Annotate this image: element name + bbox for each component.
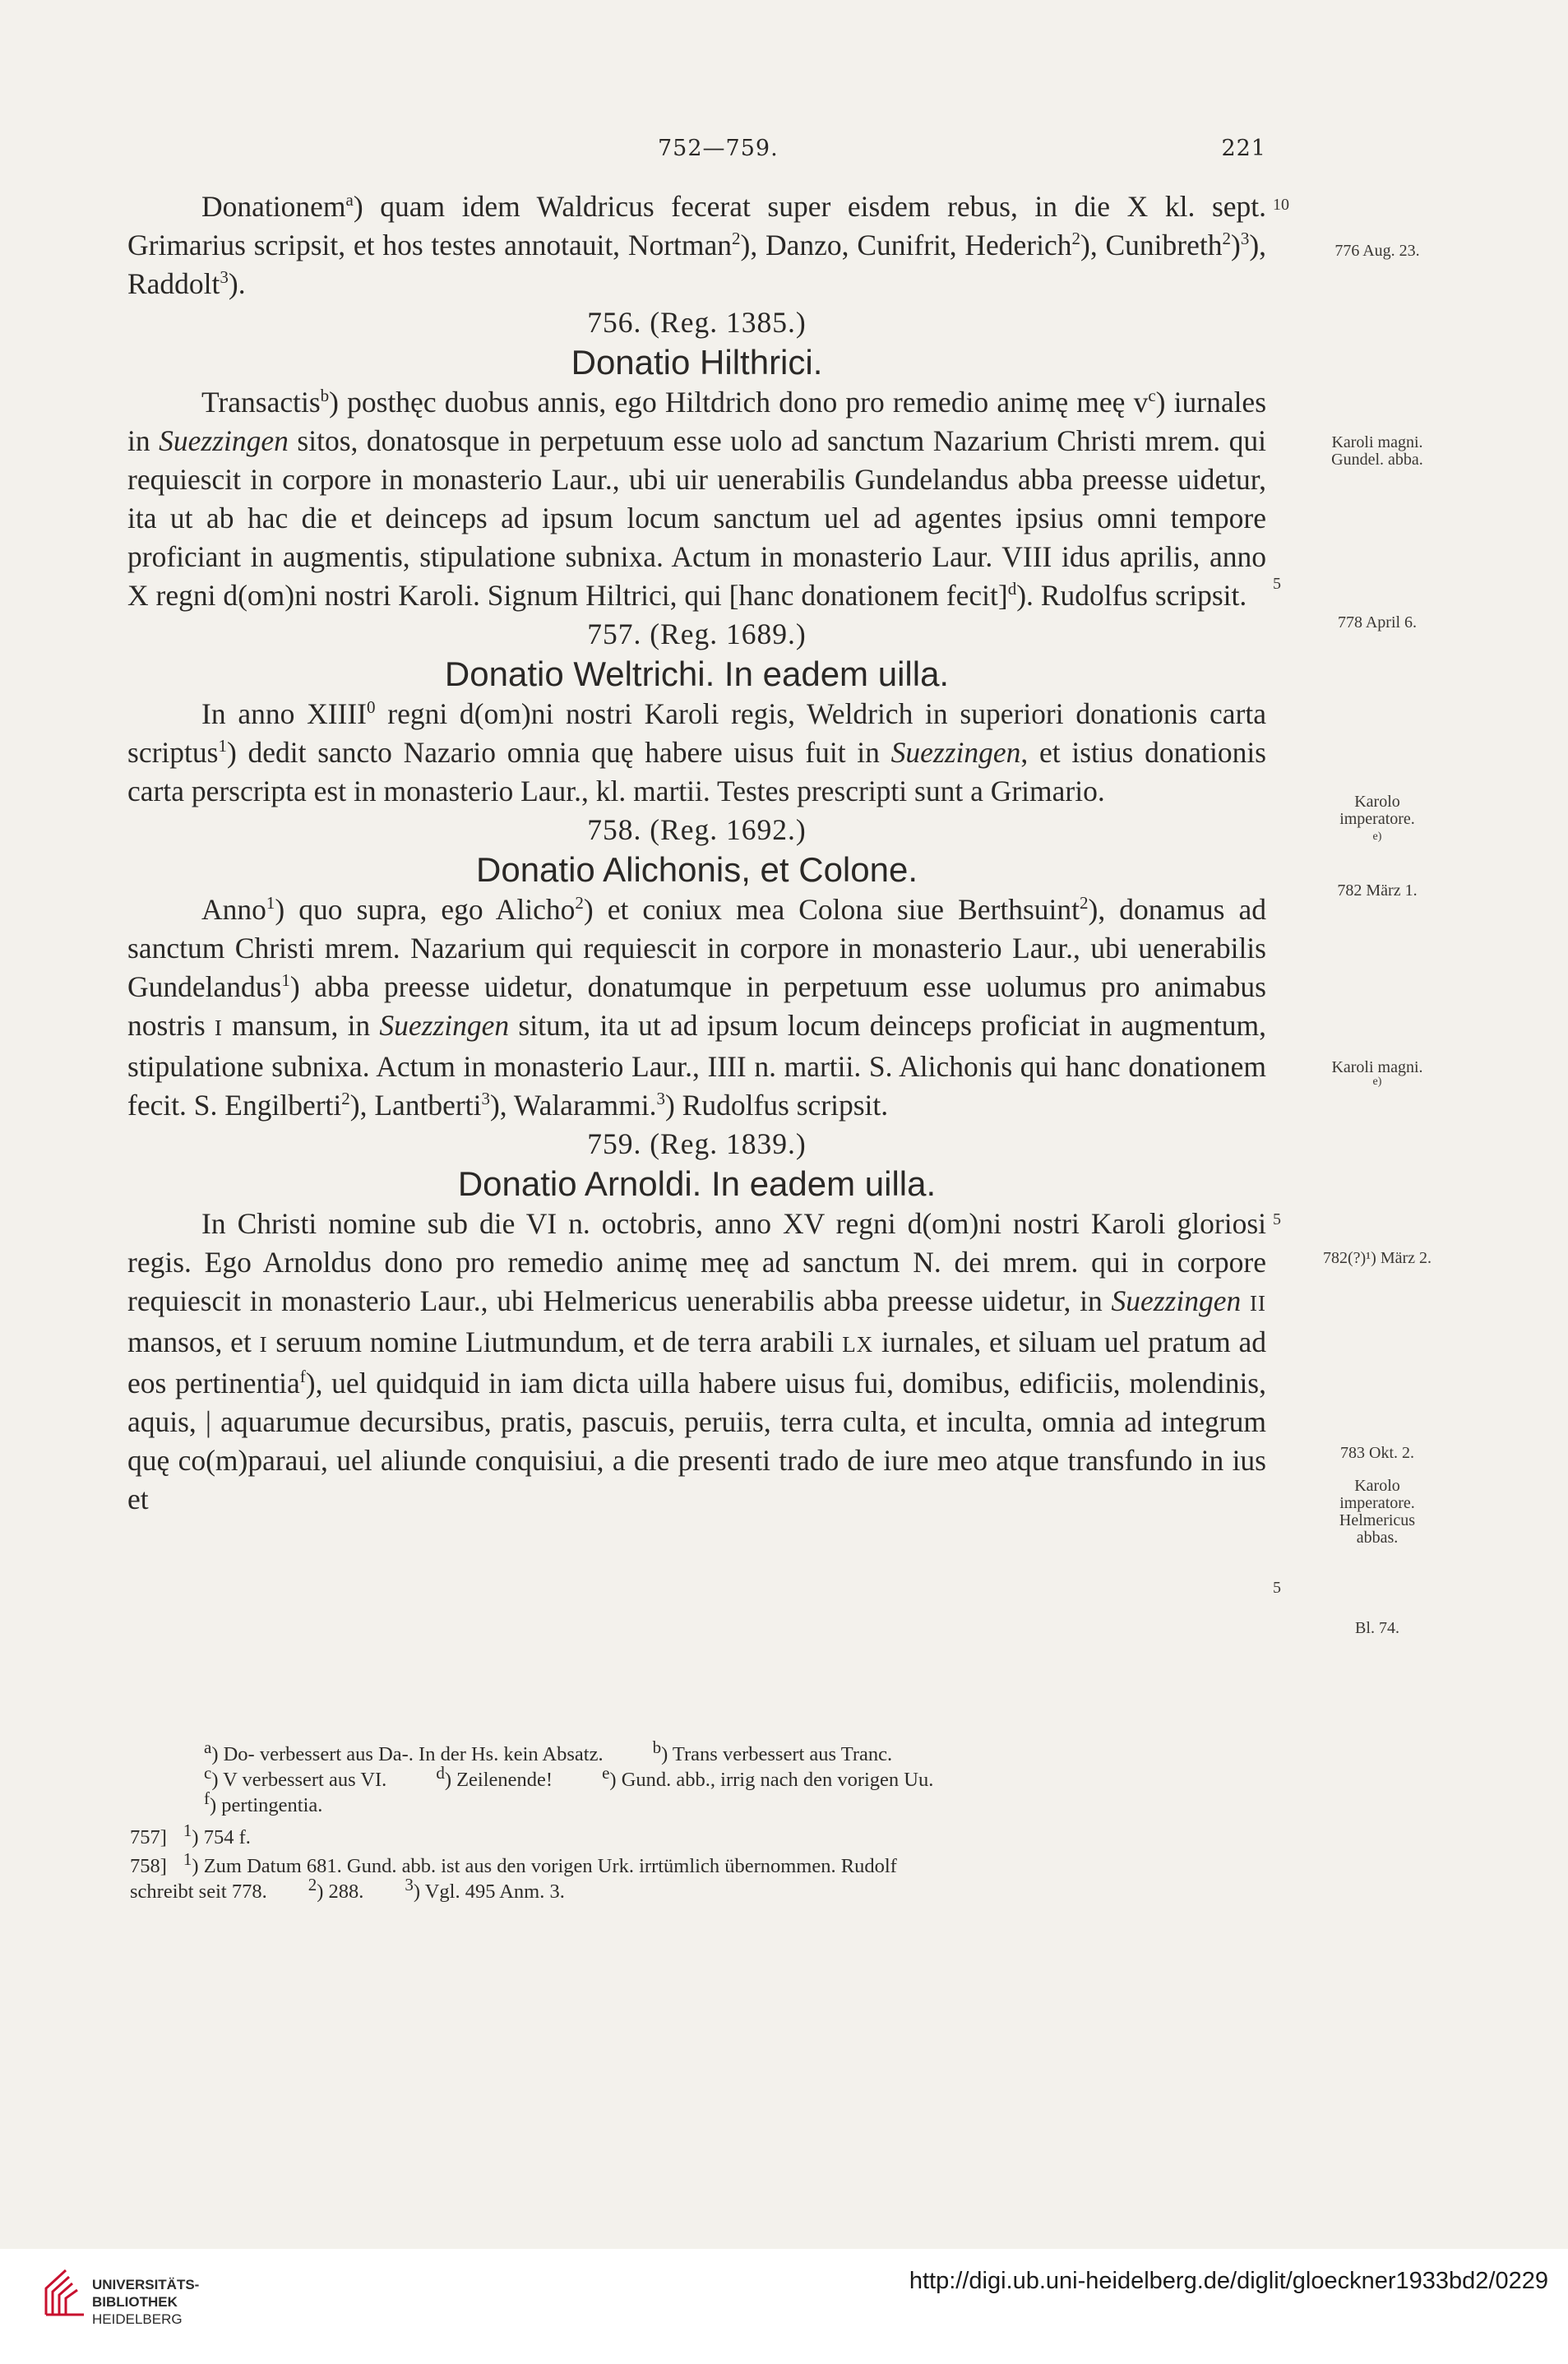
reg-759: 759. (Reg. 1839.) (587, 1127, 807, 1160)
footnote-row: $^f$) pertingentia. (204, 1788, 323, 1816)
margin-date: 778 April 6. (1337, 613, 1418, 631)
margin-note: Karolo imperatore. Helmericus abbas. (1339, 1477, 1416, 1547)
text-757: In anno XIIII$^0$ regni d(om)ni nostri Karoli regis, Weldrich in superiori donationis carta scriptus$^1$) dedit sancto Nazario omnia quę habere uisus fuit in Suezzingen, et istius donationis carta perscripta est in monasterio Laur., kl. martii. Testes prescripti sunt a Grimario. (127, 697, 1266, 807)
page-number: 221 (1221, 136, 1266, 161)
footnotes (130, 1737, 1269, 1904)
margin-note: Karoli magni. Gundel. abba. (1331, 433, 1423, 469)
permalink-url[interactable]: http://digi.ub.uni-heidelberg.de/diglit/gloeckner1933bd2/0229 (909, 2268, 1548, 2294)
margin-folio: Bl. 74. (1355, 1619, 1399, 1637)
title-757: Donatio Weltrichi. In eadem uilla. (444, 655, 950, 693)
margin-date: 782 März 1. (1337, 881, 1418, 900)
viewer-footer (0, 2249, 1568, 2364)
text-759: In Christi nomine sub die VI n. octobris, anno XV regni d(om)ni nostri Karoli gloriosi regis. Ego Arnoldus dono pro remedio animę meę ad sanctum N. dei mrem. qui in corpore requiescit in monasterio Laur., ubi Helmericus uenerabilis abba preesse uidetur, in Suezzingen II mansos, et I seruum nomine Liutmundum, et de terra arabili LX iurnales, et siluam uel pratum ad eos pertinentia$^f$), uel quidquid in iam dicta uilla habere uisus fui, domibus, edificiis, molendinis, aquis, | aquarumue decursibus, pratis, pascuis, peruiis, terra culta, et inculta, omnia ad integrum quę co(m)paraui, uel aliunde conquisiui, a die presenti trado de iure meo atque transfundo in ius et (127, 1207, 1267, 1515)
line-number: 5 (1273, 1579, 1281, 1597)
line-number: 10 (1273, 196, 1289, 214)
footnote-row: $^a$) Do- verbessert aus Da-. In der Hs. kein Absatz. $^b$) Trans verbessert aus Tranc. (204, 1737, 893, 1765)
page-range: 752—759. (658, 136, 779, 161)
title-759: Donatio Arnoldi. In eadem uilla. (457, 1164, 937, 1203)
intro-paragraph: Donationem$^a$) quam idem Waldricus fecerat super eisdem rebus, in die X kl. sept. Grimarius scripsit, et hos testes annotauit, Nortman$^2$), Danzo, Cunifrit, Hederich$^2$), Cunibreth$^2$)$^3$), Raddolt$^3$). (127, 190, 1267, 300)
title-758: Donatio Alichonis, et Colone. (476, 850, 918, 889)
margin-date: 782(?)¹) März 2. (1322, 1249, 1432, 1267)
reg-757: 757. (Reg. 1689.) (587, 618, 807, 650)
footnote-row: schreibt seit 778. $^2$) 288. $^3$) Vgl. 495 Anm. 3. (130, 1874, 565, 1903)
text-758: Anno$^1$) quo supra, ego Alicho$^2$) et coniux mea Colona siue Berthsuint$^2$), donamus ad sanctum Christi mrem. Nazarium qui requiescit in corpore in monasterio Laur., ubi uenerabilis Gundelandus$^1$) abba preesse uidetur, donatumque in perpetuum esse uolumus pro animabus nostris I mansum, in Suezzingen situm, ita ut ad ipsum locum deinceps proficiat in augmentum, stipulatione subnixa. Actum in monasterio Laur., IIII n. martii. S. Alichonis qui hanc donationem fecit. S. Engilberti$^2$), Lantberti$^3$), Walarammi.$^3$) Rudolfus scripsit. (127, 893, 1266, 1122)
library-logo-icon (41, 2265, 89, 2320)
margin-note: Karoli magni. e) (1331, 1058, 1423, 1088)
text-756: Transactis$^b$) posthęc duobus annis, ego Hiltdrich dono pro remedio animę meę $v^c$) iurnales in Suezzingen sitos, donatosque in perpetuum esse uolo ad sanctum Nazarium Christi mrem. qui requiescit in corpore in monasterio Laur., ubi uir uenerabilis Gundelandus abba preesse uidetur, ita ut ab hac die et deinceps ad ipsum locum sanctum uel ad agentes ipsius omni tempore proficiant in augmentis, stipulatione subnixa. Actum in monasterio Laur. VIII idus aprilis, anno X regni d(om)ni nostri Karoli. Signum Hiltrici, qui [hanc donationem fecit]$^d$). Rudolfus scripsit. (127, 386, 1267, 612)
footnote-row: 758] $^1$) Zum Datum 681. Gund. abb. ist aus den vorigen Urk. irrtümlich übernommen. Rudolf (130, 1848, 897, 1877)
library-logo-text: UNIVERSITÄTS- BIBLIOTHEK HEIDELBERG (92, 2277, 200, 2327)
margin-note: Karolo imperatore. e) (1339, 793, 1415, 843)
line-number: 5 (1273, 575, 1281, 593)
footnote-row: 757] $^1$) 754 f. (130, 1820, 251, 1848)
margin-date: 783 Okt. 2. (1340, 1444, 1414, 1462)
main-text (127, 187, 1266, 1519)
title-756: Donatio Hilthrici. (571, 343, 823, 382)
line-number: 5 (1273, 1210, 1281, 1228)
page-header (132, 136, 1266, 177)
reg-758: 758. (Reg. 1692.) (587, 813, 807, 846)
reg-756: 756. (Reg. 1385.) (587, 306, 807, 339)
footnote-row: $^c$) V verbessert aus VI. $^d$) Zeilenende! $^e$) Gund. abb., irrig nach den vorigen Uu. (204, 1762, 934, 1791)
margin-date: 776 Aug. 23. (1334, 242, 1420, 260)
